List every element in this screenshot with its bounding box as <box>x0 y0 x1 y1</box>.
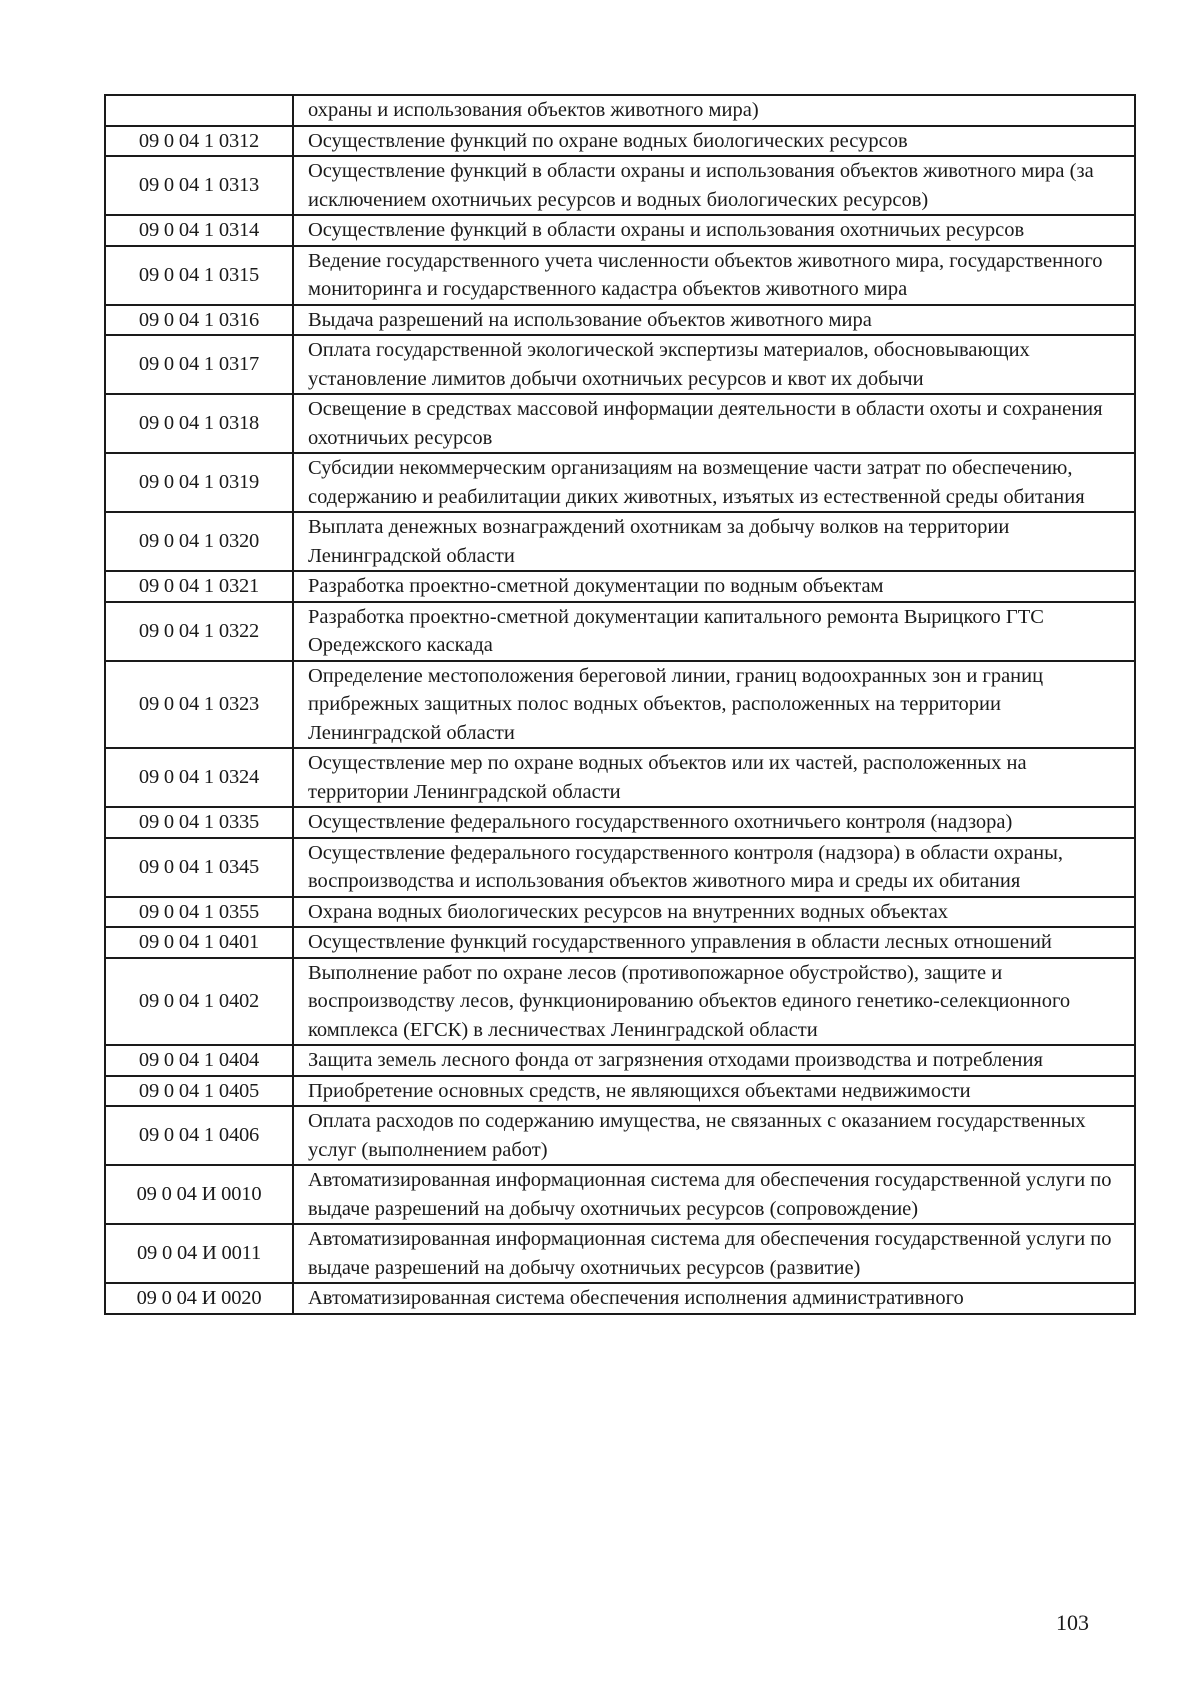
table-row <box>105 1045 1135 1076</box>
table-row <box>105 571 1135 602</box>
description-cell: Осуществление федерального государственного контроля (надзора) в области охраны, воспроизводства и использования объектов животного мира и среды их обитания <box>293 838 1135 897</box>
code-cell: 09 0 04 1 0401 <box>105 927 293 958</box>
table-row <box>105 748 1135 807</box>
code-cell: 09 0 04 1 0316 <box>105 305 293 336</box>
table-row <box>105 927 1135 958</box>
code-cell: 09 0 04 1 0355 <box>105 897 293 928</box>
description-cell: охраны и использования объектов животного мира) <box>293 95 1135 126</box>
code-cell: 09 0 04 1 0313 <box>105 156 293 215</box>
code-cell: 09 0 04 1 0406 <box>105 1106 293 1165</box>
table-row <box>105 1224 1135 1283</box>
table-body <box>105 95 1135 1314</box>
code-cell: 09 0 04 1 0402 <box>105 958 293 1046</box>
description-cell: Определение местоположения береговой линии, границ водоохранных зон и границ прибрежных защитных полос водных объектов, расположенных на территории Ленинградской области <box>293 661 1135 749</box>
description-cell: Разработка проектно-сметной документации по водным объектам <box>293 571 1135 602</box>
code-cell: 09 0 04 1 0323 <box>105 661 293 749</box>
table-row <box>105 156 1135 215</box>
description-cell: Выплата денежных вознаграждений охотникам за добычу волков на территории Ленинградской области <box>293 512 1135 571</box>
code-cell: 09 0 04 1 0314 <box>105 215 293 246</box>
table-row <box>105 215 1135 246</box>
description-cell: Автоматизированная система обеспечения исполнения административного <box>293 1283 1135 1314</box>
code-cell: 09 0 04 1 0312 <box>105 126 293 157</box>
code-cell: 09 0 04 1 0322 <box>105 602 293 661</box>
description-cell: Осуществление функций государственного управления в области лесных отношений <box>293 927 1135 958</box>
table-row <box>105 246 1135 305</box>
code-cell: 09 0 04 1 0321 <box>105 571 293 602</box>
code-cell: 09 0 04 И 0010 <box>105 1165 293 1224</box>
table-row <box>105 1076 1135 1107</box>
table-row <box>105 305 1135 336</box>
description-cell: Ведение государственного учета численности объектов животного мира, государственного мониторинга и государственного кадастра объектов животного мира <box>293 246 1135 305</box>
table-row <box>105 394 1135 453</box>
description-cell: Осуществление мер по охране водных объектов или их частей, расположенных на территории Ленинградской области <box>293 748 1135 807</box>
description-cell: Осуществление федерального государственного охотничьего контроля (надзора) <box>293 807 1135 838</box>
table-row <box>105 1283 1135 1314</box>
table-row <box>105 807 1135 838</box>
table-row <box>105 897 1135 928</box>
table-row <box>105 1165 1135 1224</box>
description-cell: Осуществление функций в области охраны и использования охотничьих ресурсов <box>293 215 1135 246</box>
code-cell: 09 0 04 1 0319 <box>105 453 293 512</box>
code-cell: 09 0 04 1 0404 <box>105 1045 293 1076</box>
code-cell: 09 0 04 1 0335 <box>105 807 293 838</box>
description-cell: Освещение в средствах массовой информации деятельности в области охоты и сохранения охотничьих ресурсов <box>293 394 1135 453</box>
description-cell: Автоматизированная информационная система для обеспечения государственной услуги по выдаче разрешений на добычу охотничьих ресурсов (развитие) <box>293 1224 1135 1283</box>
table-row <box>105 1106 1135 1165</box>
code-cell: 09 0 04 И 0020 <box>105 1283 293 1314</box>
budget-codes-table <box>104 94 1136 1315</box>
table-row <box>105 958 1135 1046</box>
description-cell: Защита земель лесного фонда от загрязнения отходами производства и потребления <box>293 1045 1135 1076</box>
description-cell: Автоматизированная информационная система для обеспечения государственной услуги по выдаче разрешений на добычу охотничьих ресурсов (сопровождение) <box>293 1165 1135 1224</box>
table-row <box>105 335 1135 394</box>
table-row <box>105 95 1135 126</box>
code-cell <box>105 95 293 126</box>
code-cell: 09 0 04 1 0318 <box>105 394 293 453</box>
description-cell: Субсидии некоммерческим организациям на возмещение части затрат по обеспечению, содержанию и реабилитации диких животных, изъятых из естественной среды обитания <box>293 453 1135 512</box>
code-cell: 09 0 04 И 0011 <box>105 1224 293 1283</box>
table-row <box>105 661 1135 749</box>
table-row <box>105 838 1135 897</box>
code-cell: 09 0 04 1 0315 <box>105 246 293 305</box>
description-cell: Осуществление функций в области охраны и использования объектов животного мира (за исключением охотничьих ресурсов и водных биологических ресурсов) <box>293 156 1135 215</box>
description-cell: Оплата расходов по содержанию имущества, не связанных с оказанием государственных услуг (выполнением работ) <box>293 1106 1135 1165</box>
description-cell: Выдача разрешений на использование объектов животного мира <box>293 305 1135 336</box>
table-row <box>105 453 1135 512</box>
code-cell: 09 0 04 1 0345 <box>105 838 293 897</box>
page-number: 103 <box>1056 1610 1089 1635</box>
description-cell: Осуществление функций по охране водных биологических ресурсов <box>293 126 1135 157</box>
description-cell: Оплата государственной экологической экспертизы материалов, обосновывающих установление лимитов добычи охотничьих ресурсов и квот их добычи <box>293 335 1135 394</box>
description-cell: Разработка проектно-сметной документации капитального ремонта Вырицкого ГТС Оредежского каскада <box>293 602 1135 661</box>
code-cell: 09 0 04 1 0317 <box>105 335 293 394</box>
code-cell: 09 0 04 1 0320 <box>105 512 293 571</box>
description-cell: Охрана водных биологических ресурсов на внутренних водных объектах <box>293 897 1135 928</box>
description-cell: Выполнение работ по охране лесов (противопожарное обустройство), защите и воспроизводству лесов, функционированию объектов единого генетико-селекционного комплекса (ЕГСК) в лесничествах Ленинградской области <box>293 958 1135 1046</box>
code-cell: 09 0 04 1 0324 <box>105 748 293 807</box>
table-row <box>105 602 1135 661</box>
code-cell: 09 0 04 1 0405 <box>105 1076 293 1107</box>
table-row <box>105 126 1135 157</box>
description-cell: Приобретение основных средств, не являющихся объектами недвижимости <box>293 1076 1135 1107</box>
table-row <box>105 512 1135 571</box>
